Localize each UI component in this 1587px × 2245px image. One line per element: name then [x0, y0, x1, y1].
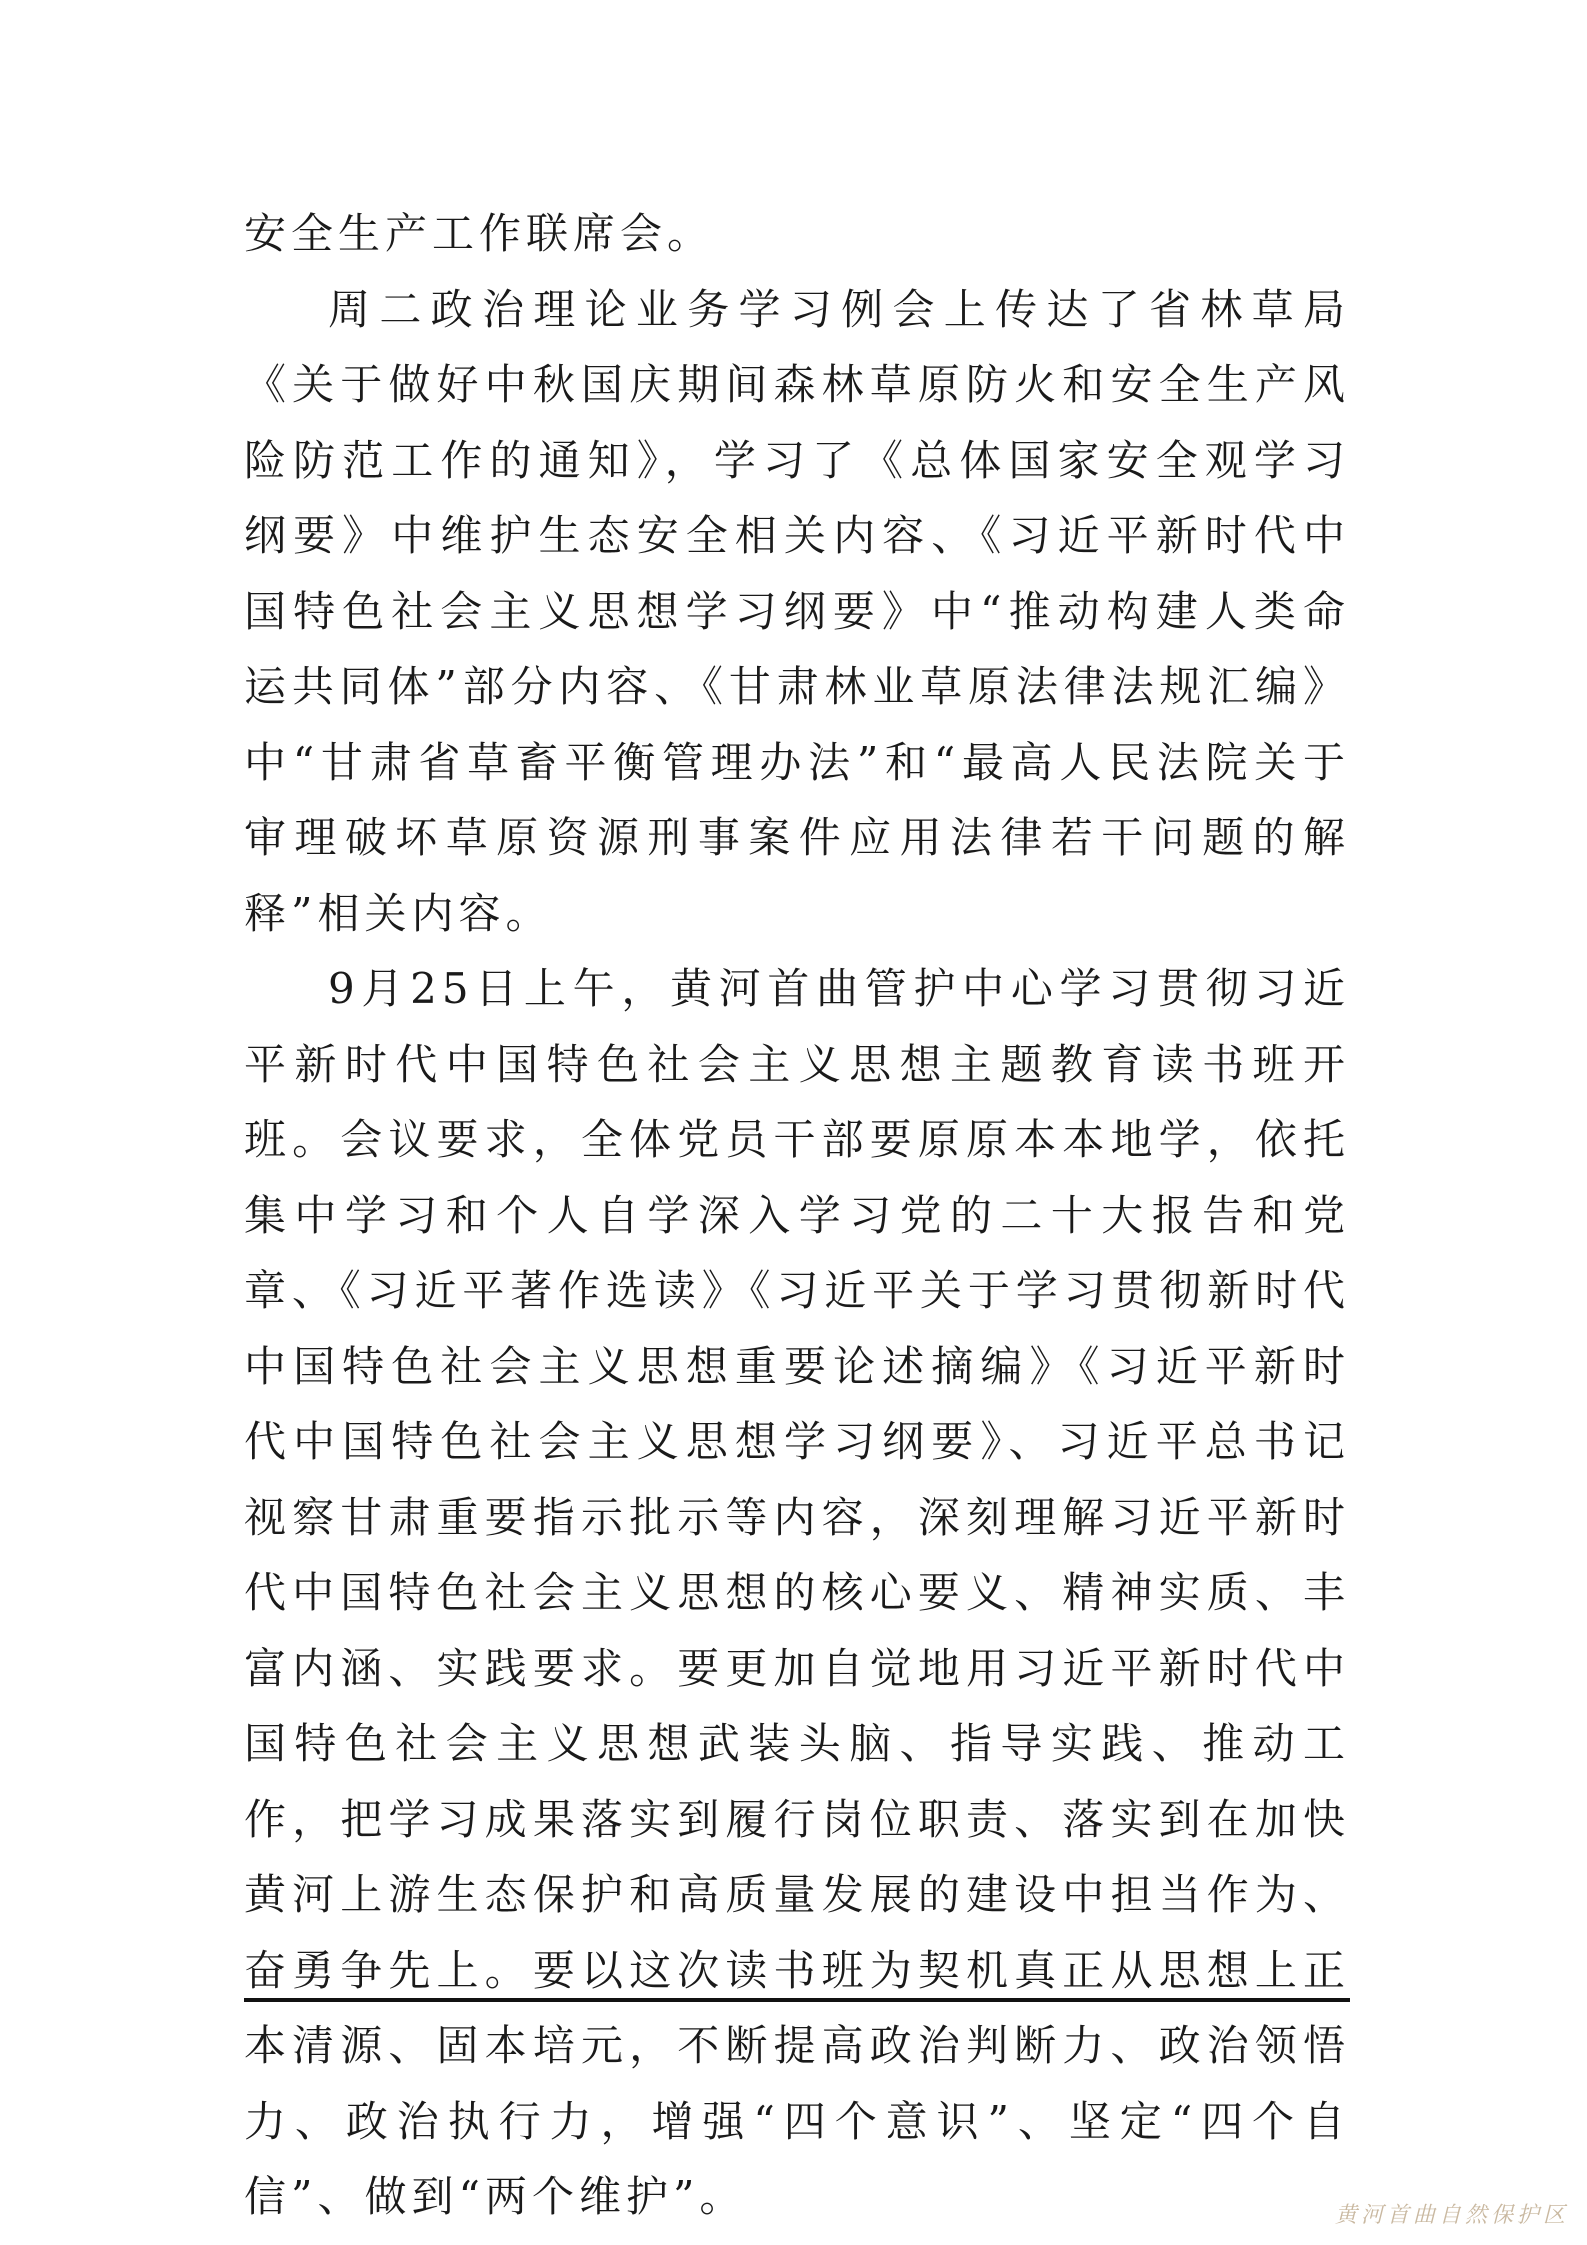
- footer-watermark: 黄河首曲自然保护区: [1334, 2203, 1569, 2228]
- end-rule-divider: [244, 1998, 1350, 2002]
- document-body: [244, 196, 1350, 2235]
- paragraph-reading-class: 9月25日上午，黄河首曲管护中心学习贯彻习近平新时代中国特色社会主义思想主题教育读书班开班。会议要求，全体党员干部要原原本本地学，依托集中学习和个人自学深入学习党的二十大报告和党章、《习近平著作选读》《习近平关于学习贯彻新时代中国特色社会主义思想重要论述摘编》《习近平新时代中国特色社会主义思想学习纲要》、习近平总书记视察甘肃重要指示批示等内容，深刻理解习近平新时代中国特色社会主义思想的核心要义、精神实质、丰富内涵、实践要求。要更加自觉地用习近平新时代中国特色社会主义思想武装头脑、指导实践、推动工作，把学习成果落实到履行岗位职责、落实到在加快黄河上游生态保护和高质量发展的建设中担当作为、奋勇争先上。要以这次读书班为契机真正从思想上正本清源、固本培元，不断提高政治判断力、政治领悟力、政治执行力，增强“四个意识”、坚定“四个自信”、做到“两个维护”。: [244, 964, 1350, 2221]
- paragraph-study-meeting: 周二政治理论业务学习例会上传达了省林草局《关于做好中秋国庆期间森林草原防火和安全生产风险防范工作的通知》，学习了《总体国家安全观学习纲要》中维护生态安全相关内容、《习近平新时代中国特色社会主义思想学习纲要》中“推动构建人类命运共同体”部分内容、《甘肃林业草原法律法规汇编》中“甘肃省草畜平衡管理办法”和“最高人民法院关于审理破坏草原资源刑事案件应用法律若干问题的解释”相关内容。: [244, 284, 1350, 938]
- paragraph-continuation: 安全生产工作联席会。: [244, 209, 715, 258]
